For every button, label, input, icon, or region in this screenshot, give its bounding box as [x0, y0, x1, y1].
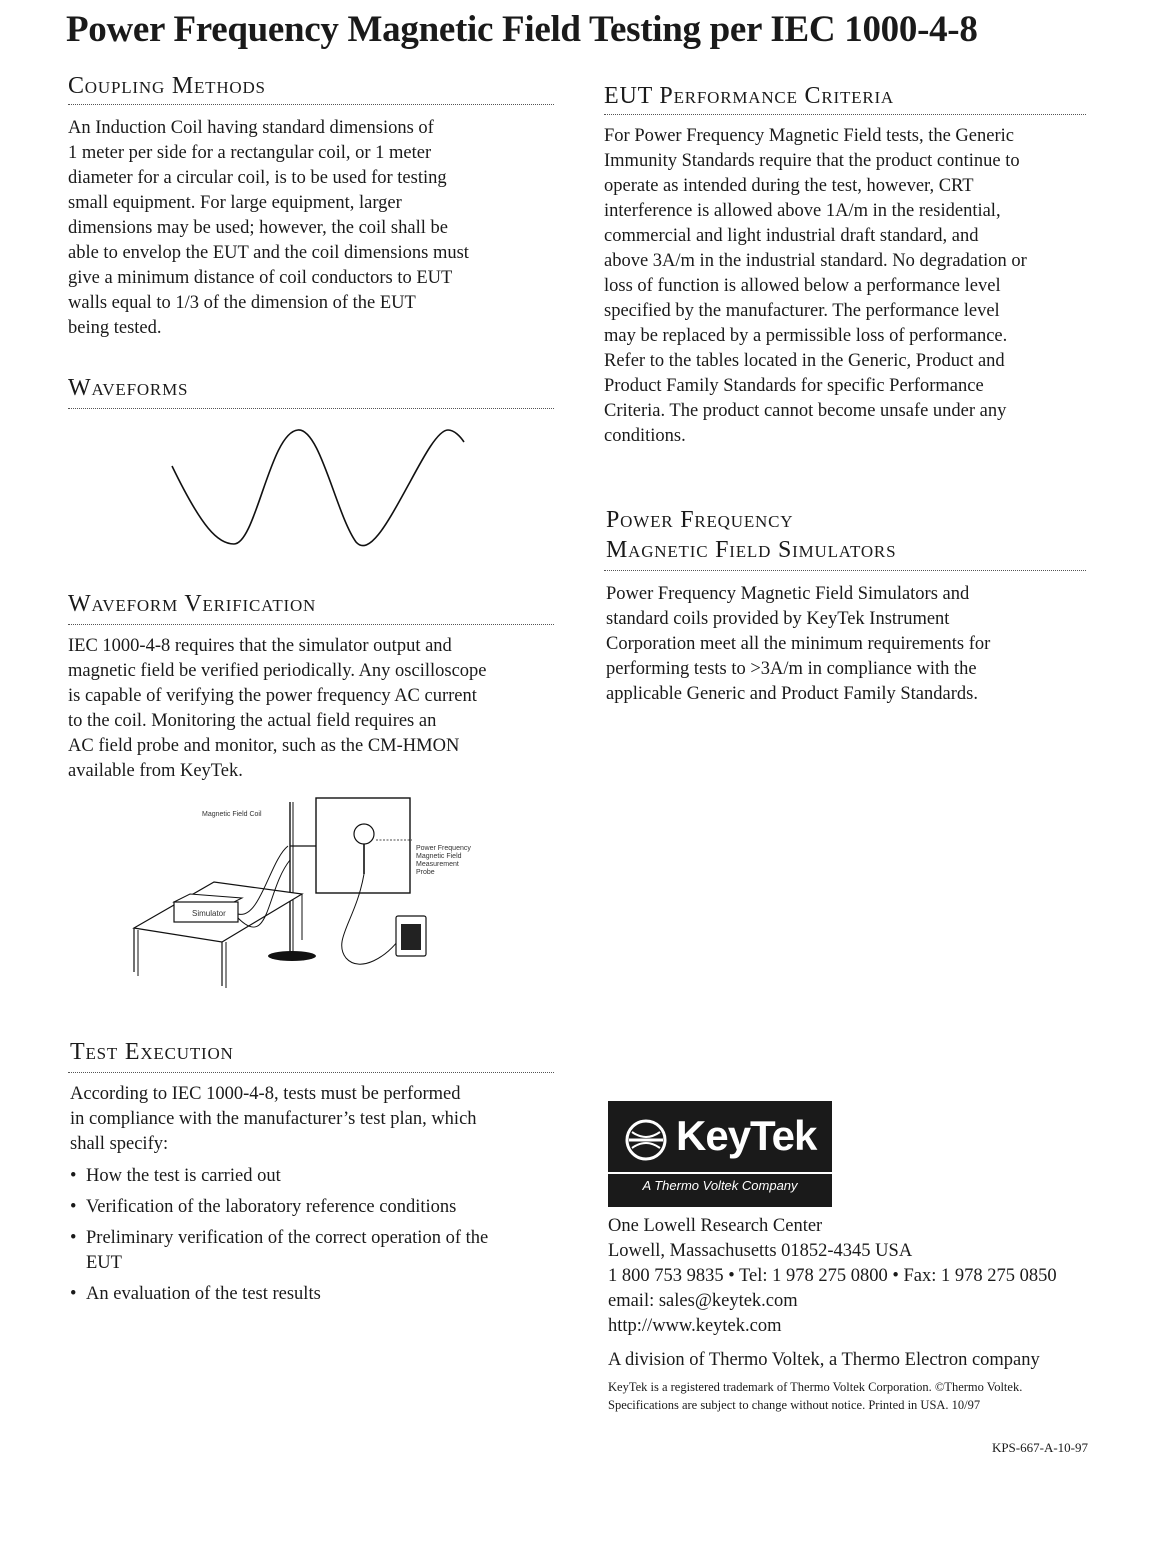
list-item: • An evaluation of the test results [70, 1282, 510, 1307]
logo-wordmark: KeyTek [676, 1112, 817, 1159]
sine-waveform-figure [160, 418, 480, 558]
email-address: email: sales@keytek.com [608, 1291, 798, 1311]
test-plan-list [70, 1164, 510, 1313]
section-divider [604, 114, 1086, 115]
coil-label: Magnetic Field Coil [202, 811, 262, 818]
test-execution-heading: Test Execution [70, 1039, 234, 1065]
section-divider [604, 570, 1086, 571]
trademark-note: KeyTek is a registered trademark of Thermo Voltek Corporation. ©Thermo Voltek. [608, 1380, 1023, 1394]
section-divider [68, 624, 554, 625]
document-code: KPS-667-A-10-97 [991, 1440, 1088, 1455]
keytek-globe-icon [624, 1118, 668, 1162]
section-divider [68, 104, 554, 105]
division-note: A division of Thermo Voltek, a Thermo Electron company [608, 1350, 1040, 1370]
probe-label-line: Magnetic Field [416, 853, 462, 860]
list-item: • Preliminary verification of the correct operation of the EUT [70, 1226, 496, 1276]
simulator-label: Simulator [192, 909, 226, 918]
coil-stand-base [268, 951, 316, 961]
list-item: • Verification of the laboratory reference conditions [70, 1195, 510, 1220]
specifications-note: Specifications are subject to change without notice. Printed in USA. 10/97 [608, 1398, 981, 1412]
test-execution-intro: According to IEC 1000-4-8, tests must be performed in compliance with the manufacturer’s test plan, which shall specify: [70, 1084, 477, 1154]
test-setup-diagram [120, 790, 520, 1000]
waveform-verification-heading: Waveform Verification [68, 591, 317, 617]
address-line-1: One Lowell Research Center [608, 1216, 823, 1236]
eut-criteria-text: For Power Frequency Magnetic Field tests, the Generic Immunity Standards require that the product continue to operate as intended during the test, however, CRT interference is allowed above 1A/m in the residential, commercial and light industrial draft standard, and above 3A/m in the industrial standard. No degradation or loss of function is allowed below a performance level specified by the manufacturer. The performance level may be replaced by a permissible loss of performance. Refer to the tables located in the Generic, Product and Product Family Standards for specific Performance Criteria. The product cannot become unsafe under any conditions. [604, 126, 1027, 446]
probe-label-line: Probe [416, 869, 435, 876]
simulators-heading-line1: Power Frequency [606, 507, 794, 533]
logo-divider [608, 1172, 832, 1174]
coupling-methods-text: An Induction Coil having standard dimensions of 1 meter per side for a rectangular coil, or 1 meter diameter for a circular coil, is to be used for testing small equipment. For large equipment, larger dimensions may be used; however, the coil shall be able to envelop the EUT and the coil dimensions must give a minimum distance of coil conductors to EUT walls equal to 1/3 of the dimension of the EUT being tested. [68, 118, 469, 338]
page-title: Power Frequency Magnetic Field Testing per IEC 1000-4-8 [66, 9, 978, 50]
address-line-2: Lowell, Massachusetts 01852-4345 USA [608, 1241, 913, 1261]
probe-label-line: Power Frequency [416, 845, 471, 852]
website-url: http://www.keytek.com [608, 1316, 782, 1336]
list-item: • How the test is carried out [70, 1164, 510, 1189]
section-divider [68, 408, 554, 409]
logo-tagline: A Thermo Voltek Company [642, 1178, 798, 1193]
probe-label-line: Measurement [416, 861, 459, 868]
simulators-text: Power Frequency Magnetic Field Simulators and standard coils provided by KeyTek Instrument Corporation meet all the minimum requirements for performing tests to >3A/m in compliance with the applicable Generic and Product Family Standards. [606, 584, 991, 704]
measurement-probe [354, 824, 374, 844]
simulators-heading-line2: Magnetic Field Simulators [606, 537, 897, 563]
eut-criteria-heading: EUT Performance Criteria [604, 83, 895, 109]
waveform-verification-text: IEC 1000-4-8 requires that the simulator output and magnetic field be verified periodically. Any oscilloscope is capable of verifying the power frequency AC current to the coil. Monitoring the actual field requires an AC field probe and monitor, such as the CM-HMON available from KeyTek. [68, 636, 487, 781]
sine-wave [172, 430, 464, 546]
waveforms-heading: Waveforms [68, 375, 189, 401]
section-divider [68, 1072, 554, 1073]
coupling-methods-heading: Coupling Methods [68, 73, 266, 99]
phone-numbers: 1 800 753 9835 • Tel: 1 978 275 0800 • Fax: 1 978 275 0850 [608, 1266, 1057, 1286]
